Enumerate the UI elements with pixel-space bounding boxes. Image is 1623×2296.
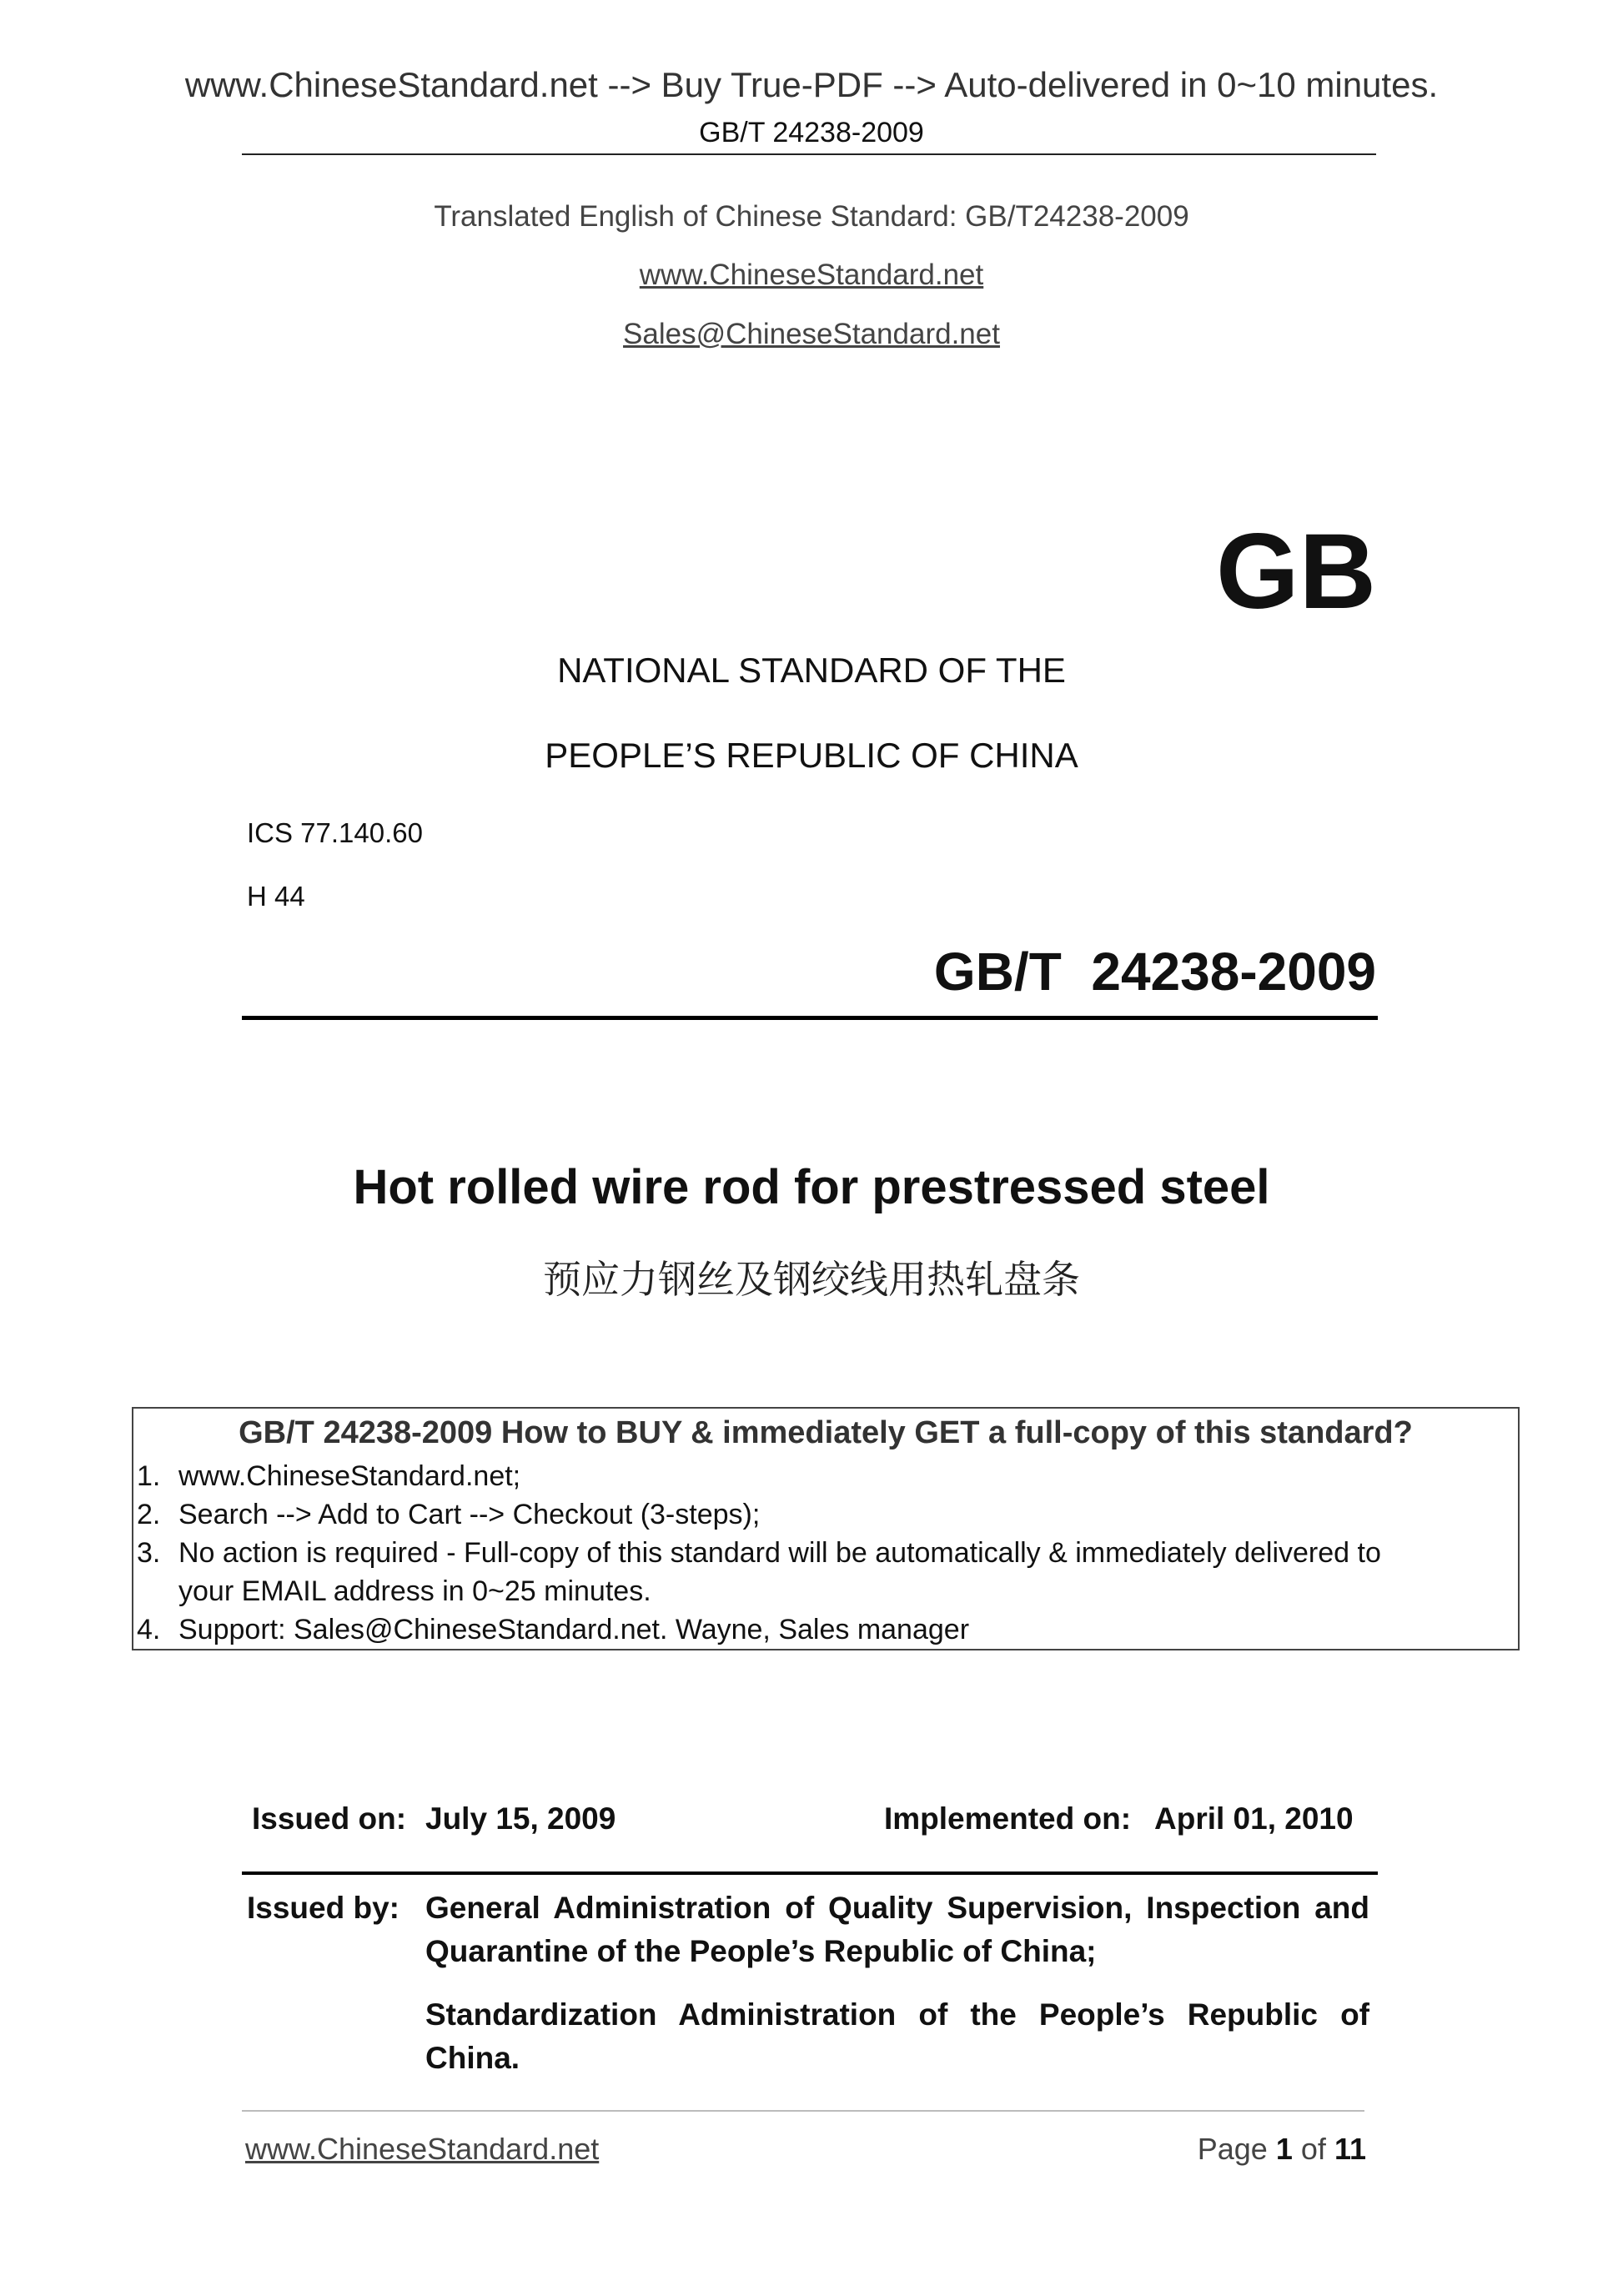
buy-step-text: your EMAIL address in 0~25 minutes. <box>178 1575 651 1607</box>
page-indicator <box>1198 2132 1366 2167</box>
buy-step <box>137 1537 1381 1570</box>
buy-step-text: Search --> Add to Cart --> Checkout (3-steps); <box>178 1499 761 1530</box>
issuer-1: General Administration of Quality Supervision, Inspection and Quarantine of the People’s Republic of China; <box>425 1891 1369 1968</box>
issued-on-date: July 15, 2009 <box>425 1801 616 1836</box>
footer-divider <box>242 2110 1364 2112</box>
buy-step <box>137 1460 520 1493</box>
buy-instructions-box <box>132 1407 1520 1650</box>
page-prefix: Page <box>1197 2132 1268 2166</box>
implemented-on-label: Implemented on: <box>884 1801 1132 1836</box>
title-english: Hot rolled wire rod for prestressed steel <box>353 1160 1270 1214</box>
top-banner: www.ChineseStandard.net --> Buy True-PDF --> Auto-delivered in 0~10 minutes. <box>184 65 1439 104</box>
issued-by-label: Issued by: <box>247 1891 399 1925</box>
buy-step-text[interactable]: www.ChineseStandard.net; <box>178 1460 521 1492</box>
national-standard-line-1: NATIONAL STANDARD OF THE <box>557 651 1066 690</box>
ics-code: ICS 77.140.60 <box>247 817 423 848</box>
buy-step <box>137 1499 760 1531</box>
h-code: H 44 <box>247 881 305 912</box>
buy-step <box>137 1614 969 1646</box>
standard-code-divider <box>242 1016 1378 1020</box>
buy-step-number: 2. <box>137 1499 161 1530</box>
gb-mark: GB <box>1216 512 1376 631</box>
issue-divider <box>242 1871 1378 1875</box>
page-total: 11 <box>1334 2132 1366 2166</box>
buy-step-number: 3. <box>137 1537 161 1569</box>
header-standard-code: GB/T 24238-2009 <box>699 117 924 148</box>
sales-email-link[interactable]: Sales@ChineseStandard.net <box>623 318 1000 350</box>
site-link[interactable]: www.ChineseStandard.net <box>639 259 984 291</box>
footer-site-link[interactable]: www.ChineseStandard.net <box>245 2132 600 2166</box>
buy-step-text: No action is required - Full-copy of this standard will be automatically & immediately delivered to <box>178 1537 1381 1569</box>
buy-step-number: 1. <box>137 1460 161 1492</box>
buy-step-text[interactable]: Support: Sales@ChineseStandard.net. Wayne, Sales manager <box>178 1614 970 1645</box>
buy-box-heading: GB/T 24238-2009 How to BUY & immediately GET a full-copy of this standard? <box>239 1415 1413 1450</box>
issued-on-label: Issued on: <box>252 1801 407 1836</box>
issuer-2: Standardization Administration of the People’s Republic of China. <box>425 1997 1369 2075</box>
page-number: 1 <box>1275 2132 1293 2166</box>
buy-step-number: 4. <box>137 1614 161 1645</box>
translation-note: Translated English of Chinese Standard: GB/T24238-2009 <box>434 200 1189 233</box>
header-divider <box>242 153 1376 155</box>
national-standard-line-2: PEOPLE’S REPUBLIC OF CHINA <box>545 736 1078 775</box>
implemented-on-date: April 01, 2010 <box>1154 1801 1354 1836</box>
standard-code: GB/T 24238-2009 <box>933 942 1376 1002</box>
title-chinese: 预应力钢丝及钢绞线用热轧盘条 <box>543 1257 1080 1302</box>
buy-step <box>137 1575 651 1608</box>
page-of: of <box>1300 2132 1326 2166</box>
